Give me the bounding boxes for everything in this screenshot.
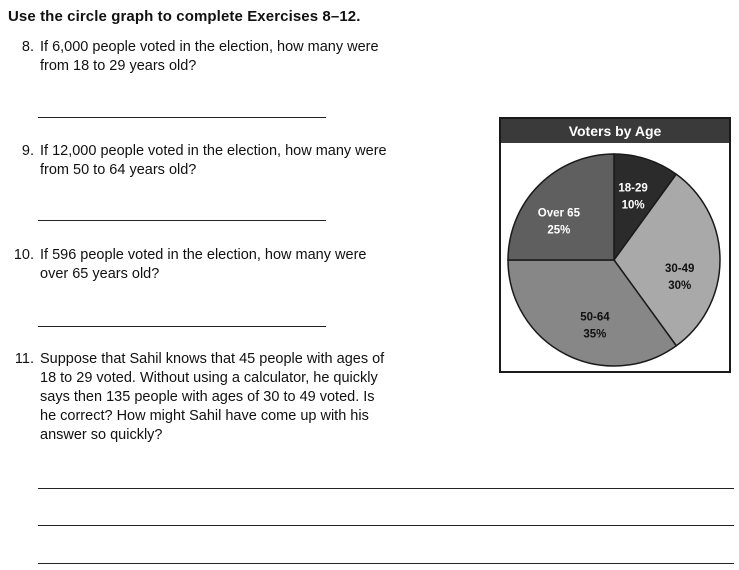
answer-line-11c xyxy=(38,563,734,564)
exercise-line: If 12,000 people voted in the election, how many were xyxy=(40,143,387,159)
slice-percent: 25% xyxy=(547,224,571,237)
exercise-line: from 50 to 64 years old? xyxy=(40,162,197,178)
exercise-number: 10. xyxy=(13,247,34,263)
exercise-text xyxy=(40,38,379,76)
slice-percent: 30% xyxy=(668,279,692,292)
exercise-line: he correct? How might Sahil have come up with his xyxy=(40,408,369,424)
pie-chart xyxy=(501,143,729,371)
exercise-8 xyxy=(8,38,468,78)
slice-label: Over 65 xyxy=(537,207,580,220)
exercise-number: 9. xyxy=(21,143,34,159)
slice-label: 50-64 xyxy=(580,311,610,324)
exercise-line: If 596 people voted in the election, how many were xyxy=(40,247,367,263)
exercise-text xyxy=(40,142,387,180)
answer-line-11b xyxy=(38,525,734,526)
answer-line-8 xyxy=(38,117,326,118)
answer-line-10 xyxy=(38,326,326,327)
slice-label: 18-29 xyxy=(618,182,648,195)
exercise-number: 11. xyxy=(14,351,34,367)
chart-title: Voters by Age xyxy=(501,119,729,143)
circle-graph xyxy=(499,117,731,373)
answer-line-9 xyxy=(38,220,326,221)
slice-label: 30-49 xyxy=(665,262,695,275)
exercise-text xyxy=(40,246,366,284)
exercise-line: answer so quickly? xyxy=(40,427,163,443)
exercise-line: Suppose that Sahil knows that 45 people with ages of xyxy=(40,351,385,367)
slice-percent: 10% xyxy=(621,199,645,212)
answer-line-11a xyxy=(38,488,734,489)
exercise-number: 8. xyxy=(21,39,34,55)
worksheet-heading: Use the circle graph to complete Exercises 8–12. xyxy=(8,8,361,25)
exercise-9 xyxy=(8,142,468,182)
exercise-line: If 6,000 people voted in the election, how many were xyxy=(40,39,379,55)
exercise-line: 18 to 29 voted. Without using a calculator, he quickly xyxy=(40,370,378,386)
slice-percent: 35% xyxy=(583,328,607,341)
exercise-line: says then 135 people with ages of 30 to 49 voted. Is xyxy=(40,389,375,405)
exercise-10 xyxy=(8,246,468,286)
exercise-11 xyxy=(8,350,478,450)
exercise-text xyxy=(40,350,384,445)
exercise-line: from 18 to 29 years old? xyxy=(40,58,197,74)
exercise-line: over 65 years old? xyxy=(40,266,160,282)
